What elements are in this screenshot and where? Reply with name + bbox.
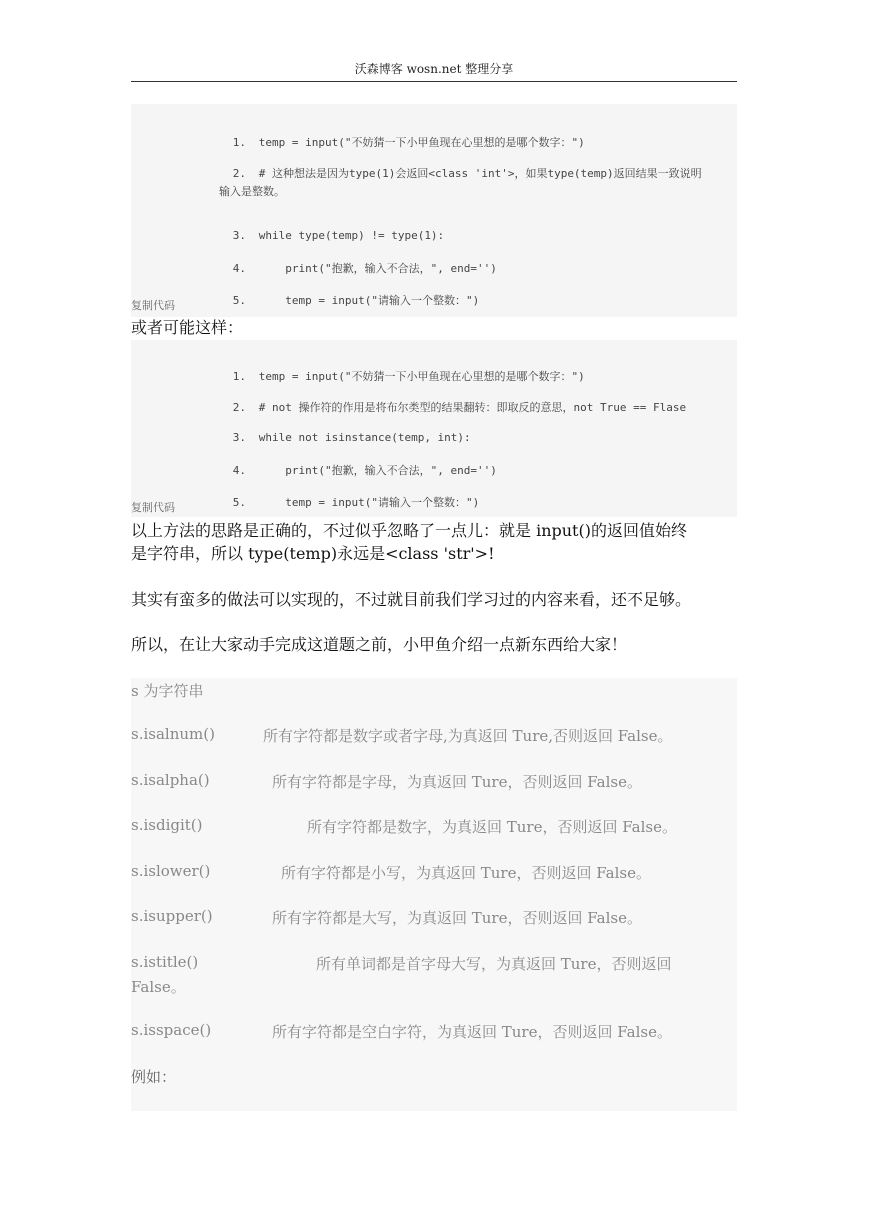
line-number: 1. (232, 136, 246, 149)
line-number: 4. (232, 464, 246, 477)
code-text: temp = input("请输入一个整数：") (258, 496, 480, 509)
code-block-1 (131, 104, 737, 317)
code-text: # 这种想法是因为type(1)会返回<class 'int'>，如果type(temp)返回结果一致说明 (258, 167, 702, 180)
method-name: s.isdigit() (131, 816, 203, 834)
line-number: 5. (232, 294, 246, 307)
line-number: 2. (232, 167, 246, 180)
string-methods-box (131, 678, 737, 1111)
method-row (131, 725, 737, 747)
paragraph-1-line-2: 是字符串，所以 type(temp)永远是<class 'str'>! (131, 544, 495, 563)
method-name: s.isupper() (131, 907, 213, 925)
code-text: temp = input("请输入一个整数：") (258, 294, 480, 307)
copy-code-link[interactable]: 复制代码 (131, 299, 175, 312)
code-line-continuation: 输入是整数。 (219, 185, 285, 198)
paragraph-1-line-1: 以上方法的思路是正确的，不过似乎忽略了一点儿：就是 input()的返回值始终 (131, 521, 687, 540)
line-number: 2. (232, 401, 246, 414)
method-row (131, 907, 737, 929)
method-row (131, 771, 737, 793)
page-header: 沃森博客 wosn.net 整理分享 (354, 62, 514, 76)
copy-code-link[interactable]: 复制代码 (131, 501, 175, 514)
line-number: 5. (232, 496, 246, 509)
method-description: 所有字符都是小写，为真返回 Ture，否则返回 False。 (281, 864, 651, 882)
method-name: s.islower() (131, 862, 211, 880)
code-text: while not isinstance(temp, int): (258, 431, 471, 444)
method-row (131, 816, 737, 838)
method-name: s.isalnum() (131, 725, 215, 743)
method-name: s.isalpha() (131, 771, 210, 789)
code-text: temp = input("不妨猜一下小甲鱼现在心里想的是哪个数字：") (258, 370, 585, 383)
method-description: 所有字符都是数字或者字母,为真返回 Ture,否则返回 False。 (263, 727, 673, 745)
code-text: temp = input("不妨猜一下小甲鱼现在心里想的是哪个数字：") (258, 136, 585, 149)
code-block-2 (131, 340, 737, 517)
code-text: print("抱歉，输入不合法，", end='') (258, 262, 497, 275)
paragraph-3: 所以，在让大家动手完成这道题之前，小甲鱼介绍一点新东西给大家！ (131, 635, 628, 654)
method-description: 所有字符都是空白字符，为真返回 Ture，否则返回 False。 (272, 1023, 672, 1041)
header-divider (131, 81, 737, 82)
line-number: 3. (232, 431, 246, 444)
method-row (131, 862, 737, 884)
code-text: # not 操作符的作用是将布尔类型的结果翻转：即取反的意思，not True == Flase (258, 401, 687, 414)
code-text: while type(temp) != type(1): (258, 229, 445, 242)
paragraph-or: 或者可能这样： (131, 318, 244, 337)
line-number: 1. (232, 370, 246, 383)
method-description: 所有单词都是首字母大写，为真返回 Ture，否则返回 (316, 955, 672, 973)
code-text: print("抱歉，输入不合法，", end='') (258, 464, 497, 477)
method-name: s.isspace() (131, 1021, 212, 1039)
methods-intro: s 为字符串 (131, 682, 204, 700)
method-description: 所有字符都是大写，为真返回 Ture，否则返回 False。 (272, 909, 642, 927)
line-number: 3. (232, 229, 246, 242)
paragraph-2: 其实有蛮多的做法可以实现的，不过就目前我们学习过的内容来看，还不足够。 (131, 590, 692, 609)
method-description: 所有字符都是数字，为真返回 Ture，否则返回 False。 (307, 818, 677, 836)
code-line (193, 481, 479, 523)
method-name: s.istitle() (131, 953, 199, 971)
method-row (131, 953, 737, 975)
method-row (131, 1021, 737, 1043)
example-label: 例如： (131, 1068, 177, 1086)
code-line (193, 279, 479, 321)
method-description-continuation: False。 (131, 978, 186, 996)
method-description: 所有字符都是字母，为真返回 Ture，否则返回 False。 (272, 773, 642, 791)
line-number: 4. (232, 262, 246, 275)
